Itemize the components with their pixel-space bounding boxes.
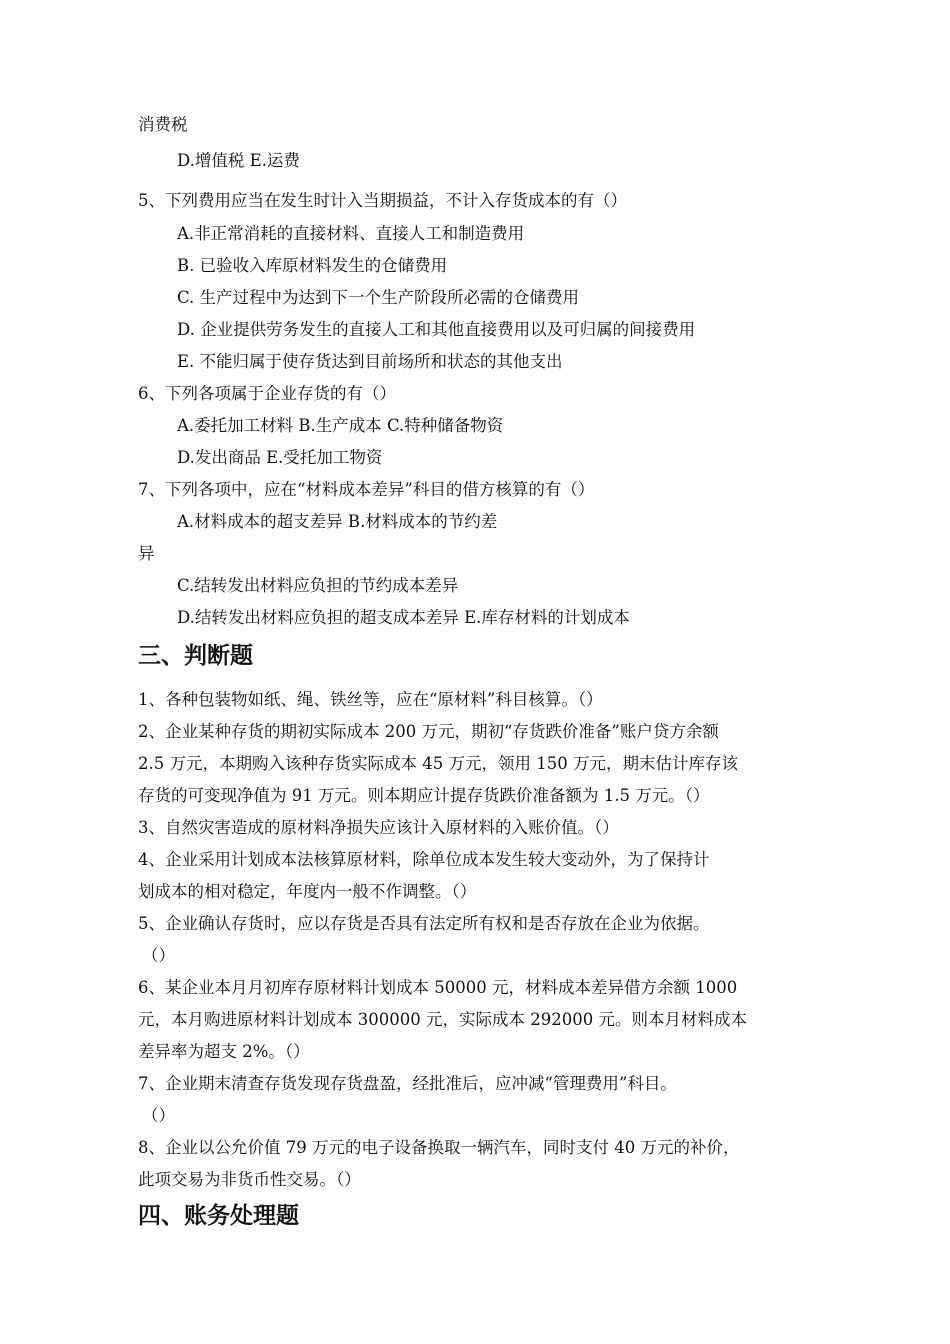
tf-item-4-line-1: 4、企业采用计划成本法核算原材料，除单位成本发生较大变动外，为了保持计 [138,850,710,869]
question-7-options-1: A.材料成本的超支差异 B.材料成本的节约差 [177,512,498,531]
tf-item-4-line-2: 划成本的相对稳定，年度内一般不作调整。（） [138,882,477,901]
question-7-options-wrap: 异 [138,544,155,563]
tf-item-6-line-3: 差异率为超支 2%。（） [138,1042,310,1061]
question-5-option-e: E. 不能归属于使存货达到目前场所和状态的其他支出 [177,352,563,371]
section-4-heading: 四、账务处理题 [138,1203,299,1229]
continuation-options: D.增值税 E.运费 [177,151,300,170]
tf-item-2-line-3: 存货的可变现净值为 91 万元。则本期应计提存货跌价准备额为 1.5 万元。（） [138,786,710,805]
question-6-stem: 6、下列各项属于企业存货的有（） [138,384,396,403]
tf-item-1: 1、各种包装物如纸、绳、铁丝等，应在“原材料”科目核算。（） [138,690,603,709]
continuation-line: 消费税 [138,115,188,134]
question-5-option-c: C. 生产过程中为达到下一个生产阶段所必需的仓储费用 [177,288,580,307]
tf-item-5-line-1: 5、企业确认存货时，应以存货是否具有法定所有权和是否存放在企业为依据。 [138,914,710,933]
tf-item-2-line-1: 2、企业某种存货的期初实际成本 200 万元，期初“存货跌价准备”账户贷方余额 [138,722,719,741]
question-5-option-a: A.非正常消耗的直接材料、直接人工和制造费用 [177,224,525,243]
section-3-heading: 三、判断题 [138,643,253,669]
question-7-option-d-e: D.结转发出材料应负担的超支成本差异 E.库存材料的计划成本 [177,608,630,627]
tf-item-7-line-2: （） [142,1106,175,1125]
tf-item-8-line-1: 8、企业以公允价值 79 万元的电子设备换取一辆汽车，同时支付 40 万元的补价， [138,1138,740,1157]
tf-item-5-line-2: （） [142,946,175,965]
tf-item-2-line-2: 2.5 万元，本期购入该种存货实际成本 45 万元，领用 150 万元，期末估计库存该 [138,754,738,773]
tf-item-7-line-1: 7、企业期末清查存货发现存货盘盈，经批准后，应冲减“管理费用”科目。 [138,1074,677,1093]
question-7-option-c: C.结转发出材料应负担的节约成本差异 [177,576,459,595]
question-5-option-b: B. 已验收入库原材料发生的仓储费用 [177,256,448,275]
tf-item-6-line-2: 元，本月购进原材料计划成本 300000 元，实际成本 292000 元。则本月材料成本 [138,1010,747,1029]
question-7-stem: 7、下列各项中，应在“材料成本差异”科目的借方核算的有（） [138,480,595,499]
question-5-stem: 5、下列费用应当在发生时计入当期损益，不计入存货成本的有（） [138,191,627,210]
tf-item-6-line-1: 6、某企业本月月初库存原材料计划成本 50000 元，材料成本差异借方余额 1000 [138,978,738,997]
tf-item-8-line-2: 此项交易为非货币性交易。（） [138,1170,361,1189]
question-6-options-2: D.发出商品 E.受托加工物资 [177,448,383,467]
question-5-option-d: D. 企业提供劳务发生的直接人工和其他直接费用以及可归属的间接费用 [177,320,696,339]
question-6-options-1: A.委托加工材料 B.生产成本 C.特种储备物资 [177,416,504,435]
tf-item-3: 3、自然灾害造成的原材料净损失应该计入原材料的入账价值。（） [138,818,619,837]
